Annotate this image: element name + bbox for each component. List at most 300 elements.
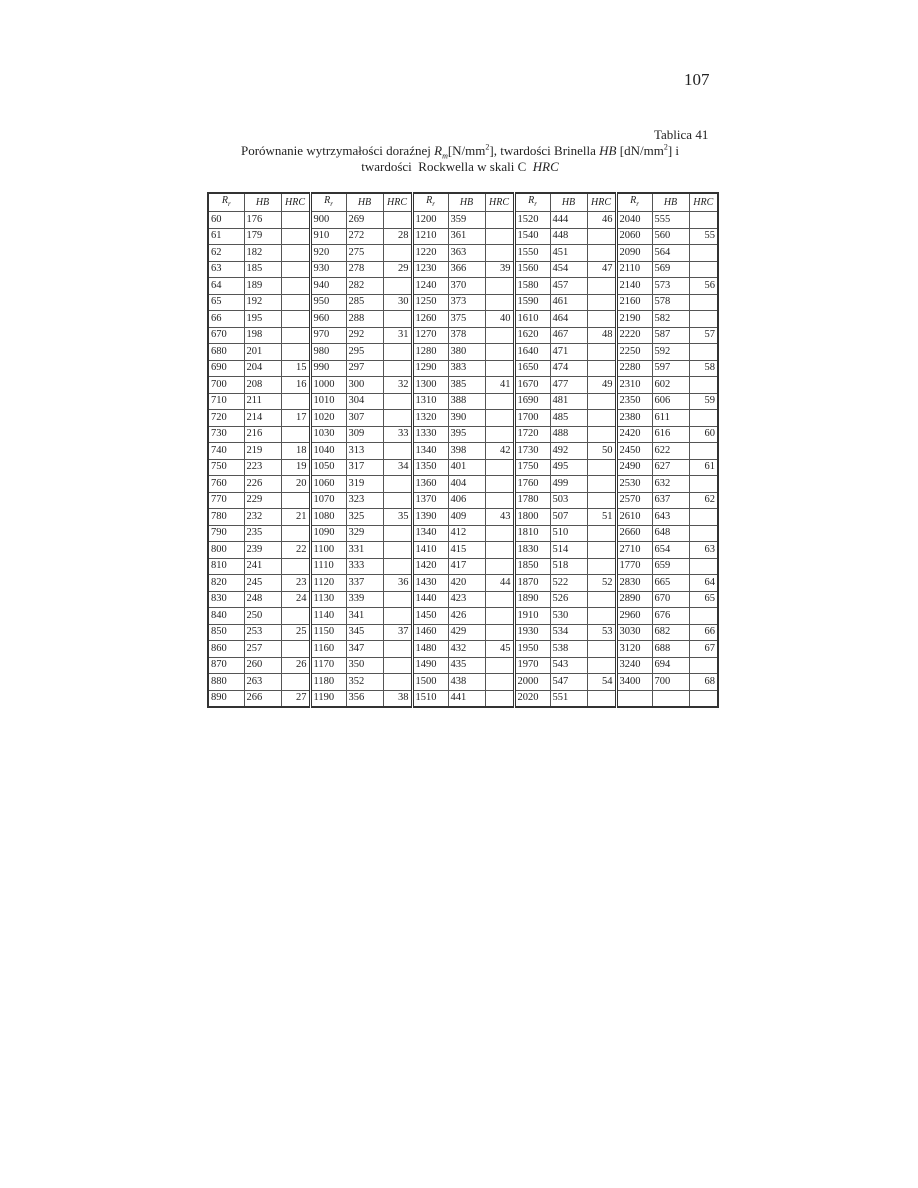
cell-hrc: 25 xyxy=(281,624,310,641)
cell-hb: 257 xyxy=(244,641,281,658)
cell-rr: 2830 xyxy=(616,575,652,592)
table-row xyxy=(208,525,718,542)
table-row xyxy=(208,228,718,245)
cell-hb: 337 xyxy=(346,575,383,592)
header-rr-sub: r xyxy=(636,200,639,208)
table-row xyxy=(208,575,718,592)
cell-rr: 1330 xyxy=(412,426,448,443)
hardness-comparison-table xyxy=(207,192,719,708)
cell-hb: 223 xyxy=(244,459,281,476)
caption-text: ], twardości Brinella xyxy=(489,143,600,158)
cell-hrc xyxy=(689,443,718,460)
cell-hb: 323 xyxy=(346,492,383,509)
cell-rr: 1700 xyxy=(514,410,550,427)
cell-hb: 361 xyxy=(448,228,485,245)
cell-hrc xyxy=(383,542,412,559)
cell-hb: 356 xyxy=(346,690,383,707)
cell-hrc xyxy=(587,393,616,410)
cell-hrc xyxy=(587,542,616,559)
cell-hrc xyxy=(689,476,718,493)
cell-rr: 1290 xyxy=(412,360,448,377)
cell-hrc xyxy=(587,278,616,295)
cell-hb: 432 xyxy=(448,641,485,658)
cell-hb: 385 xyxy=(448,377,485,394)
cell-hb: 269 xyxy=(346,212,383,229)
cell-hb: 441 xyxy=(448,690,485,707)
cell-hb: 297 xyxy=(346,360,383,377)
cell-hrc xyxy=(587,426,616,443)
header-hb: HB xyxy=(550,193,587,212)
cell-hrc: 64 xyxy=(689,575,718,592)
cell-hrc xyxy=(281,245,310,262)
caption-text: Porównanie wytrzymałości doraźnej xyxy=(240,143,435,158)
table-row xyxy=(208,360,718,377)
caption-hb: HB xyxy=(599,143,617,158)
cell-rr: 1360 xyxy=(412,476,448,493)
cell-hrc xyxy=(689,608,718,625)
table-row xyxy=(208,624,718,641)
cell-hrc xyxy=(485,344,514,361)
cell-rr: 2380 xyxy=(616,410,652,427)
cell-rr: 790 xyxy=(208,525,244,542)
cell-hrc: 35 xyxy=(383,509,412,526)
cell-hrc: 53 xyxy=(587,624,616,641)
cell-hb: 263 xyxy=(244,674,281,691)
cell-rr: 840 xyxy=(208,608,244,625)
cell-hb: 345 xyxy=(346,624,383,641)
cell-rr: 1340 xyxy=(412,525,448,542)
cell-hrc xyxy=(485,674,514,691)
cell-hrc xyxy=(689,245,718,262)
cell-hrc xyxy=(587,311,616,328)
header-rr-main: R xyxy=(221,195,228,206)
cell-hb: 654 xyxy=(652,542,689,559)
cell-rr: 1810 xyxy=(514,525,550,542)
cell-hb: 179 xyxy=(244,228,281,245)
cell-hb: 530 xyxy=(550,608,587,625)
cell-hb: 471 xyxy=(550,344,587,361)
table-row xyxy=(208,690,718,707)
cell-rr: 1080 xyxy=(310,509,346,526)
cell-hb xyxy=(652,690,689,707)
cell-rr: 60 xyxy=(208,212,244,229)
cell-rr: 2570 xyxy=(616,492,652,509)
cell-hrc xyxy=(689,212,718,229)
cell-rr: 2490 xyxy=(616,459,652,476)
cell-rr: 1010 xyxy=(310,393,346,410)
cell-rr: 2090 xyxy=(616,245,652,262)
cell-hrc xyxy=(485,294,514,311)
cell-hb: 454 xyxy=(550,261,587,278)
cell-hb: 288 xyxy=(346,311,383,328)
header-hb: HB xyxy=(346,193,383,212)
table-row xyxy=(208,410,718,427)
cell-hb: 616 xyxy=(652,426,689,443)
cell-rr: 1270 xyxy=(412,327,448,344)
cell-rr: 1250 xyxy=(412,294,448,311)
cell-hb: 366 xyxy=(448,261,485,278)
header-rr-main: R xyxy=(426,195,433,206)
cell-hb: 510 xyxy=(550,525,587,542)
cell-rr: 1200 xyxy=(412,212,448,229)
cell-hb: 404 xyxy=(448,476,485,493)
cell-rr: 1100 xyxy=(310,542,346,559)
cell-rr: 740 xyxy=(208,443,244,460)
cell-hb: 622 xyxy=(652,443,689,460)
cell-rr: 2040 xyxy=(616,212,652,229)
cell-hrc: 49 xyxy=(587,377,616,394)
cell-rr: 2220 xyxy=(616,327,652,344)
cell-hb: 331 xyxy=(346,542,383,559)
cell-hb: 665 xyxy=(652,575,689,592)
table-row xyxy=(208,674,718,691)
cell-hb: 211 xyxy=(244,393,281,410)
cell-rr: 1620 xyxy=(514,327,550,344)
cell-hrc: 29 xyxy=(383,261,412,278)
cell-hb: 499 xyxy=(550,476,587,493)
cell-hb: 632 xyxy=(652,476,689,493)
cell-rr: 1580 xyxy=(514,278,550,295)
cell-hb: 388 xyxy=(448,393,485,410)
cell-rr: 1610 xyxy=(514,311,550,328)
cell-hb: 564 xyxy=(652,245,689,262)
cell-rr: 66 xyxy=(208,311,244,328)
cell-hrc xyxy=(383,410,412,427)
cell-hrc: 60 xyxy=(689,426,718,443)
cell-hb: 406 xyxy=(448,492,485,509)
cell-hrc xyxy=(587,410,616,427)
cell-hb: 467 xyxy=(550,327,587,344)
cell-rr: 1350 xyxy=(412,459,448,476)
cell-hrc: 55 xyxy=(689,228,718,245)
cell-rr: 940 xyxy=(310,278,346,295)
cell-hb: 333 xyxy=(346,558,383,575)
cell-rr: 1160 xyxy=(310,641,346,658)
cell-hrc: 16 xyxy=(281,377,310,394)
cell-hb: 235 xyxy=(244,525,281,542)
cell-hb: 648 xyxy=(652,525,689,542)
cell-hb: 266 xyxy=(244,690,281,707)
cell-hb: 592 xyxy=(652,344,689,361)
cell-rr: 950 xyxy=(310,294,346,311)
cell-rr: 1590 xyxy=(514,294,550,311)
cell-rr: 1090 xyxy=(310,525,346,542)
cell-hrc xyxy=(485,327,514,344)
cell-rr: 1460 xyxy=(412,624,448,641)
cell-hb: 637 xyxy=(652,492,689,509)
cell-hb: 189 xyxy=(244,278,281,295)
cell-rr: 1230 xyxy=(412,261,448,278)
cell-hb: 201 xyxy=(244,344,281,361)
cell-rr: 870 xyxy=(208,657,244,674)
cell-hrc: 42 xyxy=(485,443,514,460)
cell-hrc xyxy=(281,212,310,229)
cell-hb: 395 xyxy=(448,426,485,443)
cell-hrc xyxy=(281,426,310,443)
cell-hrc xyxy=(689,410,718,427)
cell-rr: 1320 xyxy=(412,410,448,427)
cell-hb: 514 xyxy=(550,542,587,559)
cell-hrc xyxy=(281,525,310,542)
cell-hrc xyxy=(485,228,514,245)
cell-hrc: 43 xyxy=(485,509,514,526)
cell-hrc: 47 xyxy=(587,261,616,278)
cell-rr: 1500 xyxy=(412,674,448,691)
cell-rr: 3030 xyxy=(616,624,652,641)
cell-hb: 309 xyxy=(346,426,383,443)
cell-rr: 2310 xyxy=(616,377,652,394)
cell-rr: 1780 xyxy=(514,492,550,509)
cell-hrc xyxy=(383,278,412,295)
cell-hrc xyxy=(689,657,718,674)
table-row xyxy=(208,509,718,526)
cell-hrc xyxy=(281,558,310,575)
cell-hrc: 48 xyxy=(587,327,616,344)
cell-hrc: 37 xyxy=(383,624,412,641)
header-rr-main: R xyxy=(528,195,535,206)
cell-rr: 1070 xyxy=(310,492,346,509)
cell-hrc xyxy=(383,360,412,377)
cell-hrc xyxy=(383,476,412,493)
cell-rr: 2960 xyxy=(616,608,652,625)
cell-hb: 492 xyxy=(550,443,587,460)
cell-hb: 412 xyxy=(448,525,485,542)
cell-hb: 627 xyxy=(652,459,689,476)
cell-hb: 359 xyxy=(448,212,485,229)
table-row xyxy=(208,212,718,229)
cell-hrc: 66 xyxy=(689,624,718,641)
cell-rr: 1430 xyxy=(412,575,448,592)
caption-text: twardości Rockwella w skali C xyxy=(361,159,533,174)
cell-hb: 477 xyxy=(550,377,587,394)
cell-hrc xyxy=(383,558,412,575)
cell-rr: 2420 xyxy=(616,426,652,443)
cell-hb: 659 xyxy=(652,558,689,575)
cell-hb: 464 xyxy=(550,311,587,328)
header-rr xyxy=(412,193,448,212)
cell-hb: 329 xyxy=(346,525,383,542)
cell-hrc: 56 xyxy=(689,278,718,295)
cell-hrc: 58 xyxy=(689,360,718,377)
cell-hrc xyxy=(689,558,718,575)
cell-hb: 451 xyxy=(550,245,587,262)
cell-hb: 423 xyxy=(448,591,485,608)
cell-hrc xyxy=(587,459,616,476)
cell-hrc xyxy=(485,278,514,295)
cell-hb: 481 xyxy=(550,393,587,410)
cell-rr: 1480 xyxy=(412,641,448,658)
cell-hb: 352 xyxy=(346,674,383,691)
cell-hrc xyxy=(485,591,514,608)
cell-hrc: 24 xyxy=(281,591,310,608)
cell-rr: 1210 xyxy=(412,228,448,245)
header-rr xyxy=(616,193,652,212)
cell-hb: 208 xyxy=(244,377,281,394)
cell-hrc xyxy=(281,608,310,625)
table-label: Tablica 41 xyxy=(654,127,709,142)
cell-hrc xyxy=(281,294,310,311)
cell-hb: 682 xyxy=(652,624,689,641)
cell-rr: 2450 xyxy=(616,443,652,460)
cell-rr: 1440 xyxy=(412,591,448,608)
cell-hb: 300 xyxy=(346,377,383,394)
header-hrc: HRC xyxy=(485,193,514,212)
header-hb: HB xyxy=(448,193,485,212)
header-hrc: HRC xyxy=(689,193,718,212)
cell-rr: 1410 xyxy=(412,542,448,559)
caption-line-2 xyxy=(200,159,720,175)
header-hb: HB xyxy=(244,193,281,212)
cell-hrc xyxy=(281,261,310,278)
table-row xyxy=(208,558,718,575)
cell-hrc xyxy=(485,476,514,493)
cell-hrc xyxy=(383,657,412,674)
cell-hb: 543 xyxy=(550,657,587,674)
cell-rr: 2000 xyxy=(514,674,550,691)
cell-hrc xyxy=(485,657,514,674)
cell-hrc: 33 xyxy=(383,426,412,443)
cell-rr: 1510 xyxy=(412,690,448,707)
cell-hb: 198 xyxy=(244,327,281,344)
cell-hb: 457 xyxy=(550,278,587,295)
cell-hb: 569 xyxy=(652,261,689,278)
table-row xyxy=(208,344,718,361)
cell-rr: 1040 xyxy=(310,443,346,460)
caption-sup: 2 xyxy=(663,142,668,152)
cell-hb: 461 xyxy=(550,294,587,311)
cell-hb: 339 xyxy=(346,591,383,608)
table-row xyxy=(208,542,718,559)
cell-hb: 643 xyxy=(652,509,689,526)
cell-rr: 1190 xyxy=(310,690,346,707)
cell-hrc xyxy=(383,525,412,542)
cell-hb: 229 xyxy=(244,492,281,509)
cell-rr: 1120 xyxy=(310,575,346,592)
cell-hb: 313 xyxy=(346,443,383,460)
cell-rr: 2660 xyxy=(616,525,652,542)
cell-hb: 383 xyxy=(448,360,485,377)
cell-hrc: 38 xyxy=(383,690,412,707)
cell-hrc: 51 xyxy=(587,509,616,526)
cell-hb: 495 xyxy=(550,459,587,476)
cell-hb: 341 xyxy=(346,608,383,625)
cell-hb: 485 xyxy=(550,410,587,427)
cell-rr: 1310 xyxy=(412,393,448,410)
cell-hrc: 32 xyxy=(383,377,412,394)
cell-hb: 560 xyxy=(652,228,689,245)
cell-hb: 275 xyxy=(346,245,383,262)
table-row xyxy=(208,657,718,674)
cell-rr: 1830 xyxy=(514,542,550,559)
cell-hb: 319 xyxy=(346,476,383,493)
cell-hrc xyxy=(587,228,616,245)
cell-hrc xyxy=(485,492,514,509)
cell-rr: 2610 xyxy=(616,509,652,526)
cell-rr: 1420 xyxy=(412,558,448,575)
caption-text: ] i xyxy=(667,143,680,158)
cell-hrc xyxy=(689,294,718,311)
cell-hrc xyxy=(383,674,412,691)
cell-hrc xyxy=(485,525,514,542)
cell-hrc xyxy=(587,344,616,361)
cell-hb: 182 xyxy=(244,245,281,262)
table-row xyxy=(208,327,718,344)
cell-hrc xyxy=(485,245,514,262)
cell-hb: 597 xyxy=(652,360,689,377)
cell-hb: 292 xyxy=(346,327,383,344)
cell-rr: 1260 xyxy=(412,311,448,328)
cell-hrc xyxy=(383,641,412,658)
cell-rr: 1950 xyxy=(514,641,550,658)
header-rr-sub: r xyxy=(227,200,231,208)
cell-hrc xyxy=(485,542,514,559)
cell-rr: 930 xyxy=(310,261,346,278)
cell-rr: 2250 xyxy=(616,344,652,361)
cell-hb: 518 xyxy=(550,558,587,575)
cell-hrc xyxy=(587,690,616,707)
table-row xyxy=(208,591,718,608)
header-rr-main: R xyxy=(324,195,331,206)
cell-hb: 417 xyxy=(448,558,485,575)
page-number: 107 xyxy=(684,70,710,89)
cell-hrc: 22 xyxy=(281,542,310,559)
cell-rr: 900 xyxy=(310,212,346,229)
cell-hrc: 18 xyxy=(281,443,310,460)
cell-rr: 980 xyxy=(310,344,346,361)
cell-rr: 830 xyxy=(208,591,244,608)
header-rr xyxy=(514,193,550,212)
cell-hrc: 68 xyxy=(689,674,718,691)
table-row xyxy=(208,294,718,311)
cell-hrc: 27 xyxy=(281,690,310,707)
cell-hrc: 52 xyxy=(587,575,616,592)
cell-rr: 1770 xyxy=(616,558,652,575)
cell-hrc: 34 xyxy=(383,459,412,476)
cell-hb: 370 xyxy=(448,278,485,295)
cell-rr: 1760 xyxy=(514,476,550,493)
cell-hrc: 63 xyxy=(689,542,718,559)
cell-hb: 378 xyxy=(448,327,485,344)
cell-rr: 2190 xyxy=(616,311,652,328)
cell-hrc xyxy=(281,278,310,295)
cell-hrc xyxy=(383,608,412,625)
table-row xyxy=(208,393,718,410)
cell-rr: 1110 xyxy=(310,558,346,575)
cell-rr: 820 xyxy=(208,575,244,592)
cell-rr: 1640 xyxy=(514,344,550,361)
table-row xyxy=(208,641,718,658)
cell-hrc xyxy=(281,641,310,658)
cell-hb: 380 xyxy=(448,344,485,361)
caption-hrc: HRC xyxy=(532,159,559,174)
cell-hb: 488 xyxy=(550,426,587,443)
cell-hrc: 21 xyxy=(281,509,310,526)
cell-hrc xyxy=(485,410,514,427)
cell-rr: 1340 xyxy=(412,443,448,460)
cell-hrc xyxy=(383,344,412,361)
cell-rr: 860 xyxy=(208,641,244,658)
cell-hb: 248 xyxy=(244,591,281,608)
caption-sup: 2 xyxy=(485,142,490,152)
cell-rr: 1240 xyxy=(412,278,448,295)
cell-rr: 1910 xyxy=(514,608,550,625)
cell-hb: 426 xyxy=(448,608,485,625)
cell-hrc xyxy=(587,245,616,262)
cell-rr: 690 xyxy=(208,360,244,377)
table-row xyxy=(208,377,718,394)
cell-hb: 444 xyxy=(550,212,587,229)
cell-rr: 63 xyxy=(208,261,244,278)
